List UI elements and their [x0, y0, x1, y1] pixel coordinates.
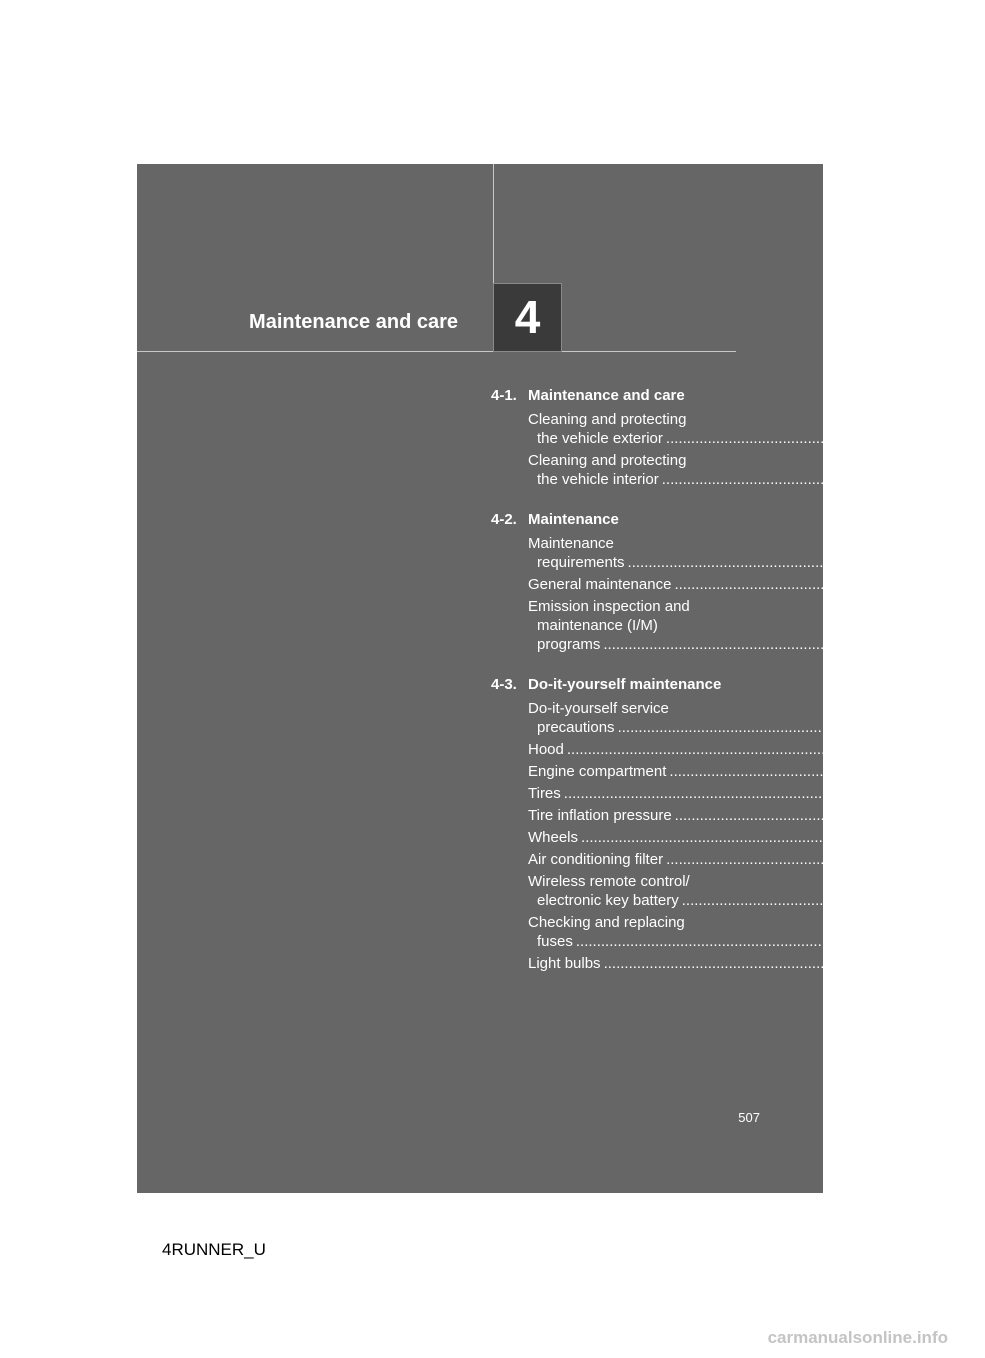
section-heading: [491, 386, 741, 405]
toc-entry[interactable]: [528, 451, 964, 489]
toc-entry[interactable]: [528, 828, 885, 847]
entry-text: Tires: [528, 785, 561, 802]
dot-leader: ..................................................................: [674, 807, 950, 824]
entry-text: maintenance (I/M): [537, 617, 658, 634]
entry-page: 514: [905, 554, 931, 571]
entry-text: Air conditioning filter: [528, 851, 664, 868]
entry-page: 511: [939, 471, 964, 488]
entry-page: 522: [895, 719, 921, 736]
toc-entry[interactable]: [528, 740, 870, 759]
dot-leader: ..................................................................: [603, 636, 879, 653]
manual-code: 4RUNNER_U: [162, 1240, 266, 1259]
entry-text: Wireless remote control/: [528, 873, 690, 890]
toc-entry[interactable]: [528, 954, 907, 973]
toc-section: [491, 386, 969, 489]
section-heading: [491, 675, 741, 694]
section-number: 4-3.: [491, 676, 517, 693]
toc-section: [491, 510, 978, 654]
dot-leader: ..................................................................: [665, 430, 941, 447]
dot-leader: ..................................................................: [617, 719, 893, 736]
dot-leader: ..................................................................: [575, 933, 851, 950]
entry-text: Light bulbs: [528, 955, 601, 972]
entry-text: Checking and replacing: [528, 914, 685, 931]
entry-text: Hood: [528, 741, 564, 758]
dot-leader: ..................................................................: [581, 829, 857, 846]
toc-entry[interactable]: [528, 597, 907, 654]
entry-text: Wheels: [528, 829, 579, 846]
entry-text: Emission inspection and: [528, 598, 690, 615]
section-title: Do-it-yourself maintenance: [528, 676, 722, 693]
dot-leader: ..................................................................: [669, 763, 945, 780]
section-number: 4-2.: [491, 511, 517, 528]
dot-leader: ..................................................................: [566, 741, 842, 758]
entry-text: General maintenance: [528, 576, 672, 593]
dot-leader: ..................................................................: [681, 892, 957, 909]
entry-page: 525: [844, 741, 870, 758]
toc-entry[interactable]: [528, 806, 978, 825]
toc-entry[interactable]: [528, 872, 985, 910]
entry-text: Do-it-yourself service: [528, 700, 669, 717]
entry-text: requirements: [537, 554, 625, 571]
entry-text: Cleaning and protecting: [528, 452, 687, 469]
toc-entry[interactable]: [528, 913, 879, 951]
entry-text: the vehicle interior: [537, 471, 659, 488]
entry-page: 521: [881, 636, 907, 653]
chapter-title: Maintenance and care: [249, 311, 458, 333]
toc-entry[interactable]: [528, 534, 931, 572]
entry-page: 555: [944, 851, 970, 868]
section-title: Maintenance: [528, 511, 619, 528]
section-number: 4-1.: [491, 387, 517, 404]
entry-text: Engine compartment: [528, 763, 667, 780]
toc-entry[interactable]: [528, 699, 921, 737]
dot-leader: ..................................................................: [661, 471, 937, 488]
toc-entry[interactable]: [528, 784, 867, 803]
dot-leader: ..................................................................: [666, 851, 942, 868]
entry-text: fuses: [537, 933, 573, 950]
section-heading: [491, 510, 741, 529]
entry-page: 570: [881, 955, 907, 972]
entry-page: 552: [859, 829, 885, 846]
toc-section: [491, 675, 985, 973]
dot-leader: ..................................................................: [627, 554, 903, 571]
toc-entry[interactable]: [528, 762, 973, 781]
entry-page: 557: [959, 892, 985, 909]
toc-entry[interactable]: [528, 410, 969, 448]
entry-text: Maintenance: [528, 535, 614, 552]
entry-text: programs: [537, 636, 601, 653]
watermark: carmanualsonline.info: [767, 1328, 948, 1347]
entry-text: Tire inflation pressure: [528, 807, 672, 824]
entry-page: 542: [841, 785, 867, 802]
page-number: 507: [738, 1110, 760, 1125]
divider-horizontal: [137, 351, 736, 352]
entry-text: precautions: [537, 719, 615, 736]
table-of-contents: [491, 386, 985, 994]
dot-leader: ..................................................................: [674, 576, 950, 593]
chapter-number-badge: 4: [493, 283, 562, 352]
entry-text: Cleaning and protecting: [528, 411, 687, 428]
entry-page: 560: [853, 933, 879, 950]
entry-text: electronic key battery: [537, 892, 679, 909]
toc-entry[interactable]: [528, 575, 978, 594]
entry-page: 517: [952, 576, 978, 593]
entry-page: 548: [952, 807, 978, 824]
dot-leader: ..................................................................: [563, 785, 839, 802]
dot-leader: ..................................................................: [603, 955, 879, 972]
toc-entry[interactable]: [528, 850, 970, 869]
section-title: Maintenance and care: [528, 387, 685, 404]
entry-page: 508: [943, 430, 969, 447]
entry-text: the vehicle exterior: [537, 430, 663, 447]
entry-page: 526: [947, 763, 973, 780]
